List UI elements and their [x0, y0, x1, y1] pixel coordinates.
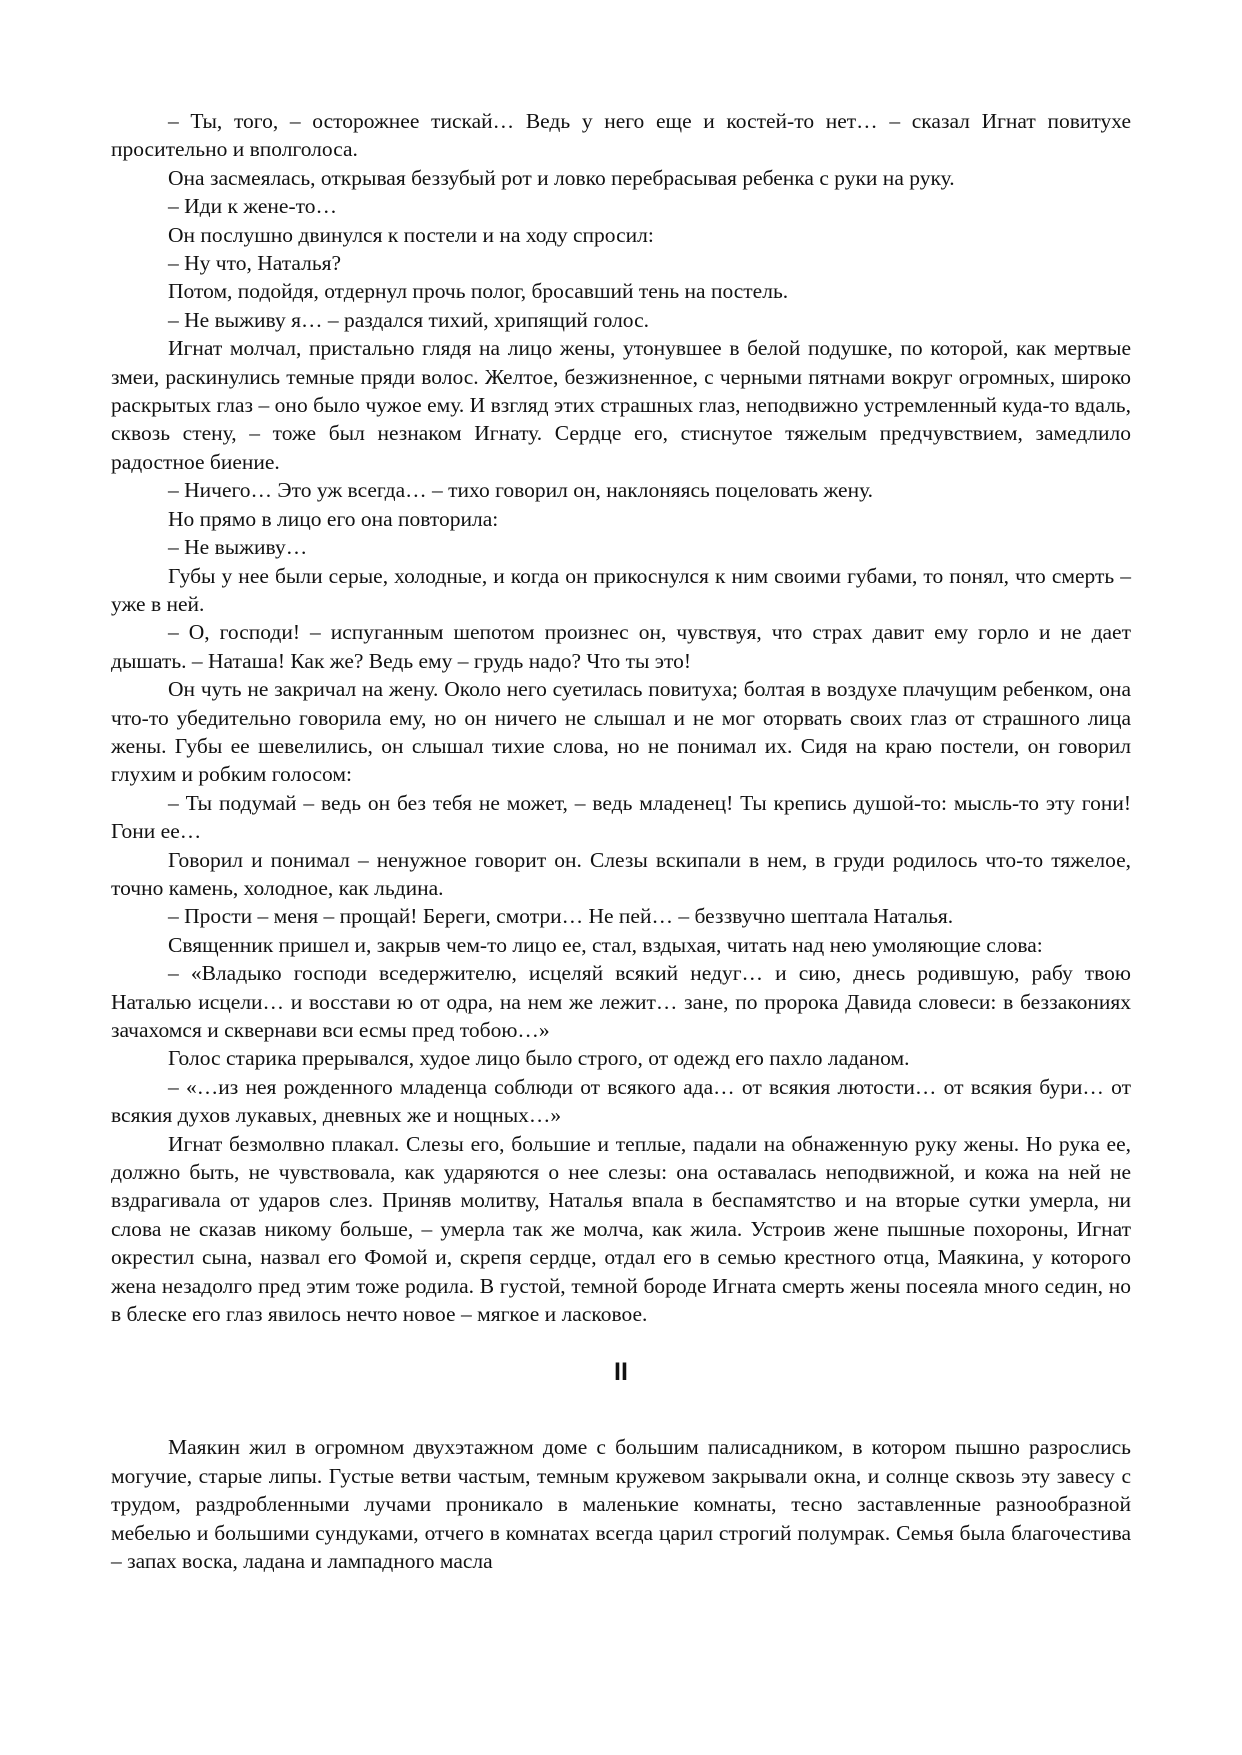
- paragraph: Игнат молчал, пристально глядя на лицо жены, утонувшее в белой подушке, по которой, как мертвые змеи, раскинулись темные пряди волос. Желтое, безжизненное, с черными пятнами вокруг огромных, широко раскрытых глаз – оно было чужое ему. И взгляд этих страшных глаз, неподвижно устремленный куда-то вдаль, сквозь стену, – тоже был незнаком Игнату. Сердце его, стиснутое тяжелым предчувствием, замедлило радостное биение.: [111, 336, 1131, 474]
- paragraph: Говорил и понимал – ненужное говорит он. Слезы вскипали в нем, в груди родилось что-то тяжелое, точно камень, холодное, как льдина.: [111, 847, 1131, 900]
- paragraph: – Не выживу…: [168, 535, 308, 560]
- paragraph: Маякин жил в огромном двухэтажном доме с большим палисадником, в котором пышно разрослись могучие, старые липы. Густые ветви частым, темным кружевом закрывали окна, и солнце сквозь эту завесу с трудом, раздробленными лучами проникало в маленькие комнаты, тесно заставленные разнообразной мебелью и большими сундуками, отчего в комнатах всегда царил строгий полумрак. Семья была благочестива – запах воска, ладана и лампадного масла: [111, 1435, 1131, 1574]
- paragraph: Он послушно двинулся к постели и на ходу спросил:: [168, 222, 654, 247]
- paragraph: – Ничего… Это уж всегда… – тихо говорил он, наклоняясь поцеловать жену.: [168, 478, 874, 503]
- paragraph: – «Владыко господи вседержителю, исцеляй всякий недуг… и сию, днесь родившую, рабу твою Наталью исцели… и восстави ю от одра, на нем же лежит… зане, по пророка Давида словеси: в беззакониях зачахомся и сквернави вси есмы пред тобою…»: [111, 961, 1131, 1042]
- paragraph: Губы у нее были серые, холодные, и когда он прикоснулся к ним своими губами, то понял, что смерть – уже в ней.: [111, 563, 1131, 616]
- paragraph: Голос старика прерывался, худое лицо было строго, от одежд его пахло ладаном.: [168, 1046, 910, 1071]
- paragraph: Священник пришел и, закрыв чем-то лицо ее, стал, вздыхая, читать над нею умоляющие слова:: [168, 932, 1043, 957]
- paragraph: Но прямо в лицо его она повторила:: [168, 506, 499, 531]
- paragraph: – О, господи! – испуганным шепотом произнес он, чувствуя, что страх давит ему горло и не дает дышать. – Наташа! Как же? Ведь ему – грудь надо? Что ты это!: [111, 620, 1131, 673]
- paragraph: Он чуть не закричал на жену. Около него суетилась повитуха; болтая в воздухе плачущим ребенком, она что-то убедительно говорила ему, но он ничего не слышал и не мог оторвать своих глаз от страшного лица жены. Губы ее шевелились, он слышал тихие слова, но не понимал их. Сидя на краю постели, он говорил глухим и робким голосом:: [111, 677, 1131, 787]
- section-2: [111, 1433, 1131, 1575]
- paragraph: – Не выживу я… – раздался тихий, хрипящий голос.: [168, 307, 649, 332]
- chapter-heading: II: [614, 1358, 628, 1387]
- paragraph: – Иди к жене-то…: [168, 194, 337, 219]
- paragraph: Потом, подойдя, отдернул прочь полог, бросавший тень на постель.: [168, 279, 789, 304]
- paragraph: – Прости – меня – прощай! Береги, смотри… Не пей… – беззвучно шептала Наталья.: [168, 904, 954, 929]
- paragraph: – Ну что, Наталья?: [168, 251, 342, 276]
- paragraph: – Ты подумай – ведь он без тебя не может, – ведь младенец! Ты крепись душой-то: мысль-то эту гони! Гони ее…: [111, 790, 1131, 844]
- document-page: [111, 107, 1131, 1576]
- section-1: [111, 107, 1131, 1328]
- paragraph: Она засмеялась, открывая беззубый рот и ловко перебрасывая ребенка с руки на руку.: [168, 165, 955, 190]
- paragraph: – «…из нея рожденного младенца соблюди от всякого ада… от всякия лютости… от всякия бури… от всякия духов лукавых, дневных же и нощных…»: [111, 1074, 1131, 1128]
- paragraph: Игнат безмолвно плакал. Слезы его, большие и теплые, падали на обнаженную руку жены. Но рука ее, должно быть, не чувствовала, как ударяются о нее слезы: она оставалась неподвижной, и кожа на ней не вздрагивала от ударов слез. Приняв молитву, Наталья впала в беспамятство и на вторые сутки умерла, ни слова не сказав никому больше, – умерла так же молча, как жила. Устроив жене пышные похороны, Игнат окрестил сына, назвал его Фомой и, скрепя сердце, отдал его в семью крестного отца, Маякина, у которого жена незадолго пред этим тоже родила. В густой, темной бороде Игната смерть жены посеяла много седин, но в блеске его глаз явилось нечто новое – мягкое и ласковое.: [111, 1131, 1131, 1327]
- paragraph: – Ты, того, – осторожнее тискай… Ведь у него еще и костей-то нет… – сказал Игнат повитухе просительно и вполголоса.: [111, 109, 1131, 162]
